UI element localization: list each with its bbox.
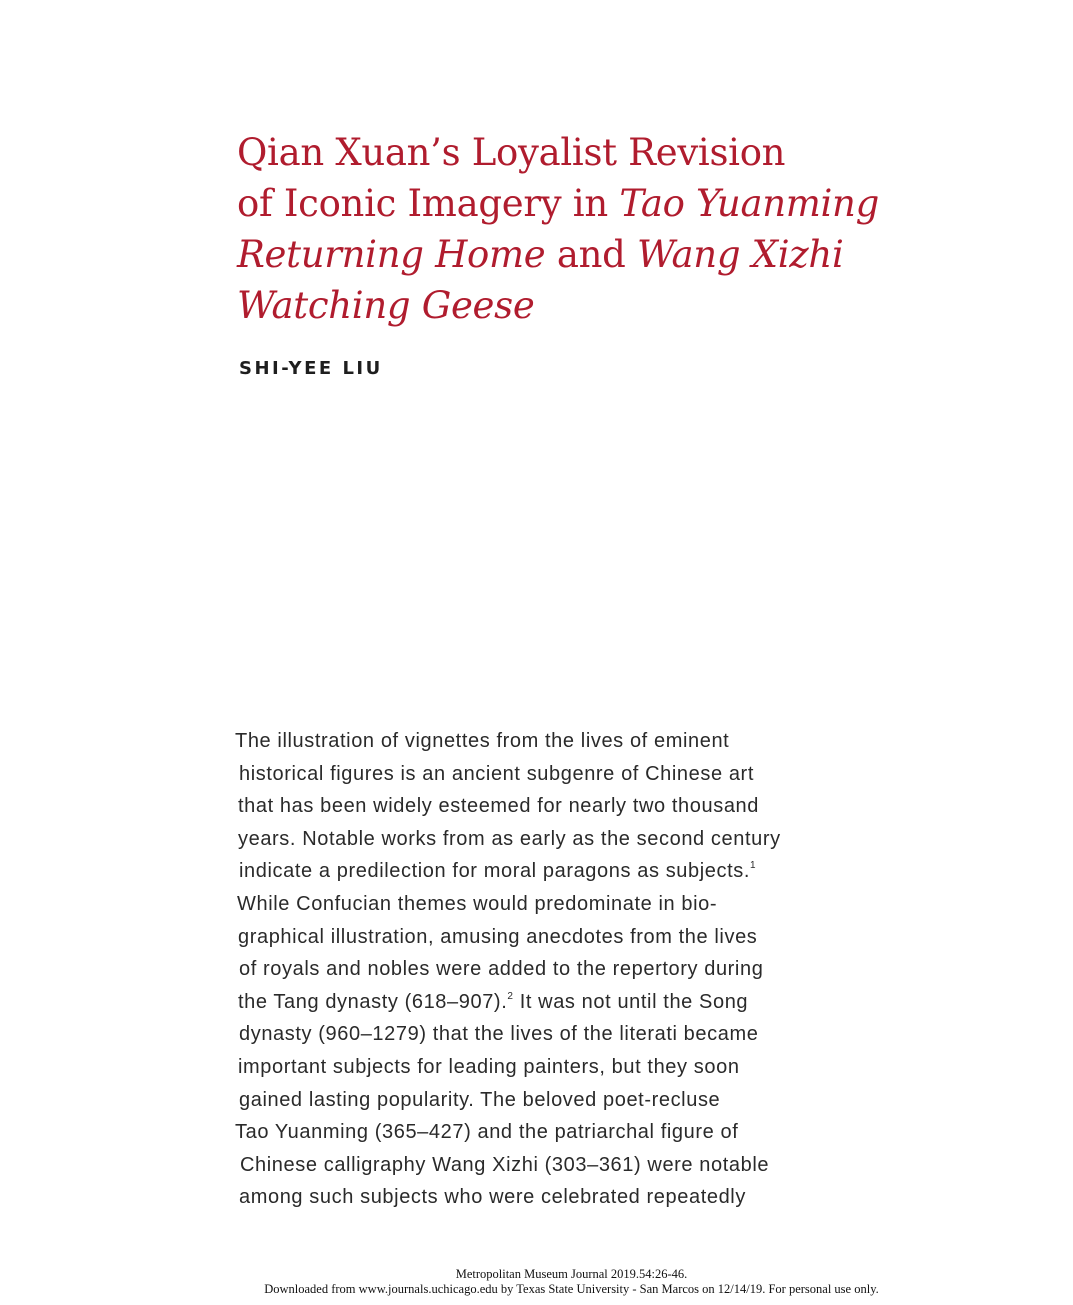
title-line [237, 127, 927, 178]
body-line-text: While Confucian themes would predominate in bio- [237, 892, 718, 915]
title-segment: Qian Xuan’s Loyalist Revision [237, 131, 786, 174]
body-line-text: Chinese calligraphy Wang Xizhi (303–361) were notable [240, 1153, 770, 1176]
body-line-text: indicate a predilection for moral paragons as subjects. [239, 860, 751, 883]
body-line [235, 953, 875, 986]
title-italic-segment: Tao Yuanming [619, 182, 879, 225]
body-line-text: of royals and nobles were added to the repertory during [239, 958, 764, 981]
body-line [235, 855, 875, 888]
title-line [237, 229, 927, 280]
body-line-text: that has been widely esteemed for nearly two thousand [238, 795, 759, 818]
title-segment: and [545, 233, 638, 276]
body-line-text: the Tang dynasty (618–907). [238, 990, 508, 1013]
body-line [235, 1051, 875, 1084]
author-name: SHI-YEE LIU [239, 358, 383, 379]
footnote-marker[interactable]: 1 [750, 860, 757, 872]
body-line-text-continued: It was not until the Song [513, 990, 749, 1013]
body-line-text: historical figures is an ancient subgenre of Chinese art [239, 762, 754, 785]
body-line [235, 888, 875, 921]
body-line [235, 725, 875, 758]
body-line-text: dynasty (960–1279) that the lives of the literati became [239, 1023, 759, 1046]
footnote-marker[interactable]: 2 [507, 990, 514, 1002]
body-line [235, 823, 875, 856]
article-body [235, 725, 875, 1214]
body-line-text: gained lasting popularity. The beloved poet-recluse [239, 1088, 721, 1111]
page-footer [0, 1267, 1073, 1297]
body-line-text: graphical illustration, amusing anecdotes from the lives [238, 925, 758, 948]
body-line [235, 1181, 875, 1214]
journal-citation: Metropolitan Museum Journal 2019.54:26-46. [455, 1267, 688, 1281]
body-line [235, 1149, 875, 1182]
article-title [237, 127, 927, 331]
title-line [237, 178, 927, 229]
body-line-text: The illustration of vignettes from the lives of eminent [235, 730, 730, 752]
body-line-text: Tao Yuanming (365–427) and the patriarchal figure of [235, 1121, 739, 1144]
body-line-text: years. Notable works from as early as the second century [238, 827, 781, 850]
title-italic-segment: Wang Xizhi [637, 233, 844, 276]
body-line [235, 986, 875, 1019]
body-line [235, 1116, 875, 1149]
title-italic-segment: Returning Home [237, 233, 546, 276]
body-line-text: among such subjects who were celebrated repeatedly [239, 1186, 746, 1209]
download-notice: Downloaded from www.journals.uchicago.edu by Texas State University - San Marcos on 12/14/19. For personal use only. [264, 1282, 879, 1296]
title-italic-segment: Watching Geese [237, 284, 535, 327]
body-line [235, 921, 875, 954]
title-line [237, 280, 927, 331]
body-line [235, 1084, 875, 1117]
body-line [235, 1018, 875, 1051]
body-line-text: important subjects for leading painters, but they soon [238, 1055, 740, 1078]
title-segment: of Iconic Imagery in [237, 182, 620, 225]
body-line [235, 790, 875, 823]
body-line [235, 758, 875, 791]
